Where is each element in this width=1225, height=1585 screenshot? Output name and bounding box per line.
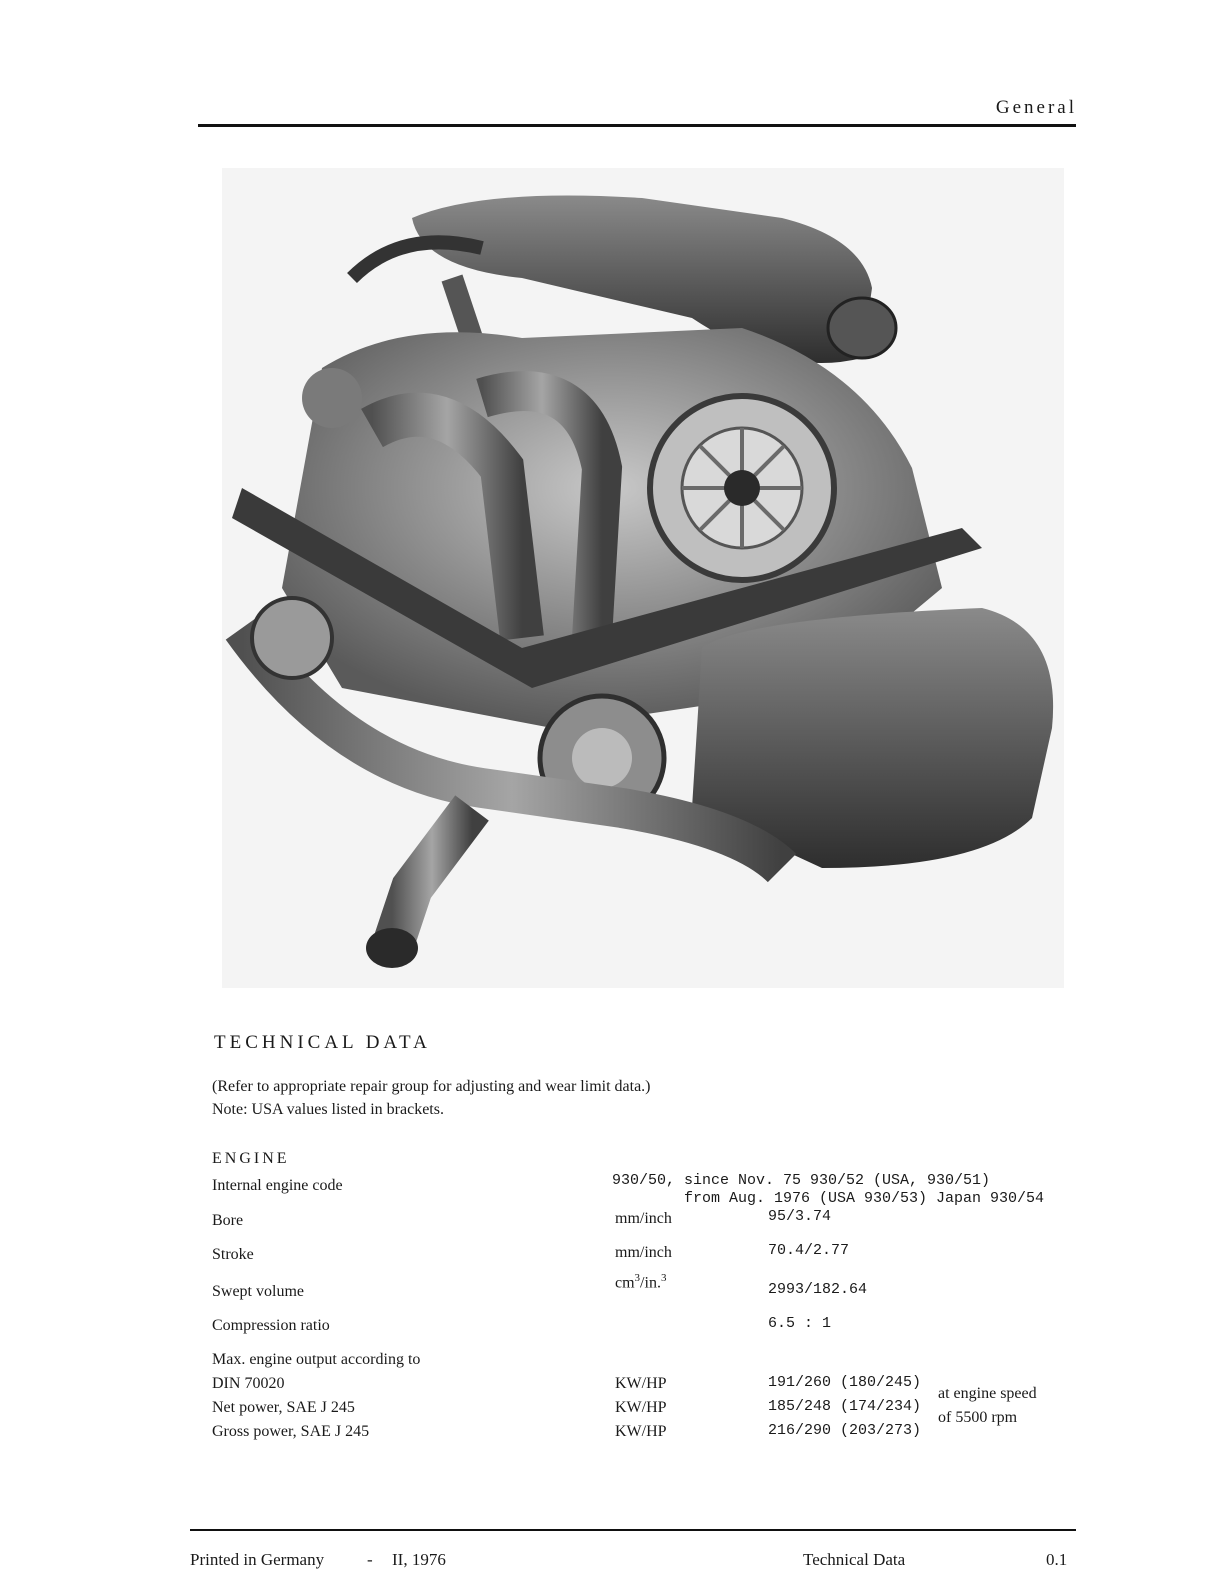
compression-label: Compression ratio [212, 1317, 330, 1334]
bore-value: 95/3.74 [768, 1208, 832, 1225]
engine-code-line1: 930/50, since Nov. 75 930/52 (USA, 930/51) [612, 1172, 991, 1189]
output-net-unit: KW/HP [615, 1399, 667, 1416]
stroke-value: 70.4/2.77 [768, 1242, 850, 1259]
engine-photo [222, 168, 1064, 988]
engine-speed-line1: at engine speed [938, 1385, 1037, 1402]
section-header: General [995, 97, 1077, 118]
engine-speed-line2: of 5500 rpm [938, 1409, 1018, 1426]
header-divider [198, 124, 1076, 127]
engine-code-line2: from Aug. 1976 (USA 930/53) Japan 930/54 [684, 1190, 1045, 1207]
page-number: 0.1 [1046, 1550, 1068, 1569]
bore-label: Bore [212, 1212, 244, 1229]
stroke-unit: mm/inch [615, 1244, 672, 1261]
swept-volume-label: Swept volume [212, 1283, 304, 1300]
output-din-unit: KW/HP [615, 1375, 667, 1392]
note-usa: Note: USA values listed in brackets. [212, 1101, 444, 1118]
output-net-label: Net power, SAE J 245 [212, 1399, 355, 1416]
footer-edition: II, 1976 [392, 1550, 446, 1569]
output-gross-value: 216/290 (203/273) [768, 1422, 922, 1439]
output-label: Max. engine output according to [212, 1351, 421, 1368]
output-gross-label: Gross power, SAE J 245 [212, 1423, 370, 1440]
footer-printed: Printed in Germany [190, 1550, 325, 1569]
output-gross-unit: KW/HP [615, 1423, 667, 1440]
swept-volume-value: 2993/182.64 [768, 1281, 868, 1298]
footer-divider [190, 1529, 1076, 1531]
footer-title: Technical Data [803, 1550, 906, 1569]
swept-volume-unit: $cm^3/in.^3$ [615, 1272, 667, 1292]
engine-heading: ENGINE [212, 1150, 290, 1167]
engine-code-label: Internal engine code [212, 1177, 343, 1194]
output-din-label: DIN 70020 [212, 1375, 285, 1392]
compression-value: 6.5 : 1 [768, 1315, 832, 1332]
footer-dash: - [367, 1550, 373, 1569]
note-refer: (Refer to appropriate repair group for adjusting and wear limit data.) [212, 1078, 651, 1095]
section-title: TECHNICAL DATA [214, 1032, 431, 1053]
output-net-value: 185/248 (174/234) [768, 1398, 922, 1415]
stroke-label: Stroke [212, 1246, 254, 1263]
output-din-value: 191/260 (180/245) [768, 1374, 922, 1391]
bore-unit: mm/inch [615, 1210, 672, 1227]
